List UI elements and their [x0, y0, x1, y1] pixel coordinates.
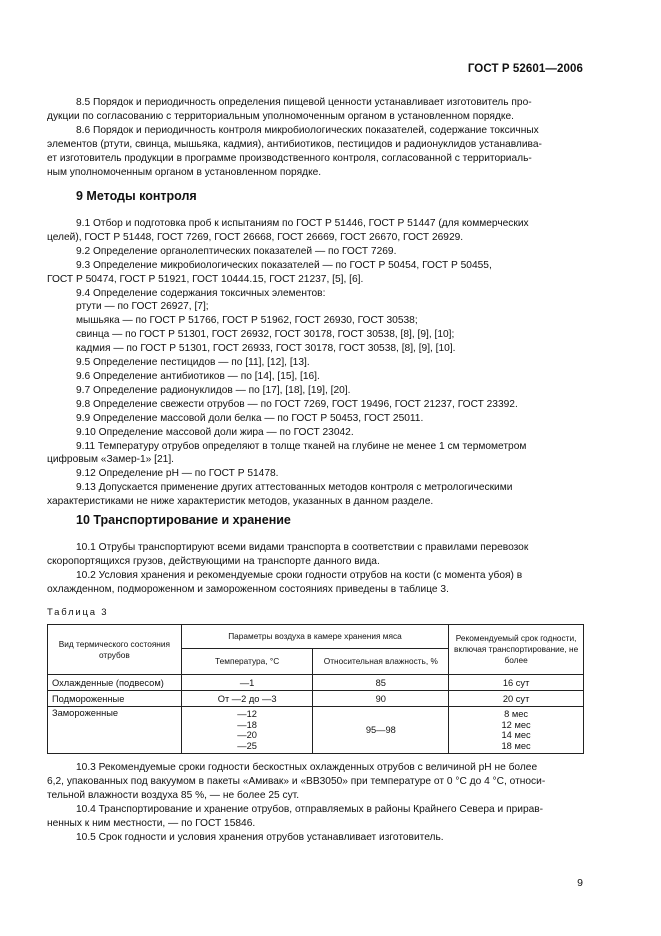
item-9-13-cont: характеристиками не ниже характеристик методов, указанных в данном разделе.: [47, 496, 434, 508]
paragraph-8-5-line2: дукции по согласованию с территориальным уполномоченным органом в установленном порядке.: [47, 110, 514, 122]
cell-humidity: 85: [313, 675, 449, 691]
item-9-1-cont: целей), ГОСТ Р 51448, ГОСТ 7269, ГОСТ 26668, ГОСТ 26669, ГОСТ 26670, ГОСТ 26929.: [47, 231, 464, 243]
paragraph-10-2-line1: 10.2 Условия хранения и рекомендуемые сроки годности отрубов на кости (с момента убоя) в: [76, 569, 523, 581]
item-9-4-mercury: ртути — по ГОСТ 26927, [7];: [76, 301, 209, 313]
section-10-title: 10 Транспортирование и хранение: [76, 513, 291, 527]
item-9-5: 9.5 Определение пестицидов — по [11], [12], [13].: [76, 357, 310, 369]
header-humidity: Относительная влажность, %: [313, 649, 449, 675]
page-number: 9: [577, 877, 583, 889]
document-id: ГОСТ Р 52601—2006: [467, 63, 583, 75]
section-9-title: 9 Методы контроля: [76, 189, 197, 203]
item-9-4-arsenic: мышьяка — по ГОСТ Р 51766, ГОСТ Р 51962, ГОСТ 26930, ГОСТ 30538;: [76, 315, 418, 327]
paragraph-10-5: 10.5 Срок годности и условия хранения отрубов устанавливает изготовитель.: [76, 831, 444, 843]
cell-state: Охлажденные (подвесом): [48, 675, 182, 691]
paragraph-10-4-line1: 10.4 Транспортирование и хранение отрубов, отправляемых в районы Крайнего Севера и прирав-: [76, 803, 544, 815]
cell-state: Подмороженные: [48, 691, 182, 707]
item-9-12: 9.12 Определение pH — по ГОСТ Р 51478.: [76, 468, 279, 480]
cell-shelf-life-list: [449, 707, 584, 754]
item-9-11-cont: цифровым «Замер-1» [21].: [47, 454, 175, 466]
item-9-6: 9.6 Определение антибиотиков — по [14], [15], [16].: [76, 370, 320, 382]
item-9-8: 9.8 Определение свежести отрубов — по ГОСТ 7269, ГОСТ 19496, ГОСТ 21237, ГОСТ 23392.: [76, 398, 518, 410]
shelf-life-value: 8 мес: [504, 709, 529, 719]
intro-block: [47, 96, 584, 179]
item-9-3-cont: ГОСТ Р 50474, ГОСТ Р 51921, ГОСТ 10444.15, ГОСТ 21237, [5], [6].: [47, 273, 364, 285]
cell-humidity: 90: [313, 691, 449, 707]
item-9-9: 9.9 Определение массовой доли белка — по ГОСТ Р 50453, ГОСТ 25011.: [76, 412, 424, 424]
section-9-body: [47, 217, 584, 509]
item-9-1: 9.1 Отбор и подготовка проб к испытаниям по ГОСТ Р 51446, ГОСТ Р 51447 (для коммерческих: [76, 218, 529, 229]
header-shelf-life: Рекомендуемый срок годности, включая транспортирование, не более: [449, 625, 584, 675]
paragraph-8-5-line1: 8.5 Порядок и периодичность определения пищевой ценности устанавливает изготовитель про-: [76, 97, 532, 108]
table-3-caption: Таблица 3: [47, 607, 109, 618]
table-row: [48, 675, 584, 691]
header-state: Вид термического состояния отрубов: [48, 625, 182, 675]
cell-shelf-life: 20 сут: [449, 691, 584, 707]
paragraph-8-6-line1: 8.6 Порядок и периодичность контроля микробиологических показателей, содержание токсичных: [76, 124, 539, 136]
paragraph-8-6-line3: ет изготовитель продукции в программе производственного контроля, согласованной с территориаль-: [47, 152, 532, 164]
paragraph-10-3-line2: 6,2, упакованных под вакуумом в пакеты «Амивак» и «ВВ3050» при температуре от 0 °C до 4 °C, относи-: [47, 775, 546, 787]
cell-shelf-life: 16 сут: [449, 675, 584, 691]
temperature-value: —18: [237, 719, 257, 730]
temperature-value: —12: [237, 709, 257, 719]
section-10-body-cont: [47, 761, 584, 844]
header-temperature: Температура, °С: [181, 649, 313, 675]
paragraph-8-6-line2: элементов (ртути, свинца, мышьяка, кадмия), антибиотиков, пестицидов и радионуклидов устанавлива-: [47, 138, 542, 150]
paragraph-10-1-line1: 10.1 Отрубы транспортируют всеми видами транспорта в соответствии с правилами перевозок: [76, 542, 529, 553]
temperature-value: —20: [237, 730, 257, 741]
cell-temperature-list: [181, 707, 313, 754]
item-9-10: 9.10 Определение массовой доли жира — по ГОСТ 23042.: [76, 426, 354, 438]
paragraph-10-2-line2: охлажденном, подмороженном и замороженном состояниях приведены в таблице 3.: [47, 583, 449, 595]
cell-state: Замороженные: [48, 707, 182, 754]
shelf-life-value: 14 мес: [501, 730, 531, 741]
section-10-body: [47, 541, 584, 597]
item-9-4-cadmium: кадмия — по ГОСТ Р 51301, ГОСТ 26933, ГОСТ 30178, ГОСТ 30538, [8], [9], [10].: [76, 343, 456, 355]
table-3: [47, 624, 584, 754]
header-air-params: Параметры воздуха в камере хранения мяса: [181, 625, 448, 649]
paragraph-10-3-line1: 10.3 Рекомендуемые сроки годности бескостных охлажденных отрубов с величиной pH не более: [76, 762, 538, 773]
item-9-4: 9.4 Определение содержания токсичных элементов:: [76, 287, 326, 299]
item-9-2: 9.2 Определение органолептических показателей — по ГОСТ 7269.: [76, 245, 397, 257]
cell-humidity: 95—98: [313, 707, 449, 754]
paragraph-10-4-line2: ненных к ним местности, — по ГОСТ 15846.: [47, 817, 256, 829]
shelf-life-value: 12 мес: [501, 719, 531, 730]
item-9-11: 9.11 Температуру отрубов определяют в толще тканей на глубине не менее 1 см термометром: [76, 440, 527, 452]
item-9-3: 9.3 Определение микробиологических показателей — по ГОСТ Р 50454, ГОСТ Р 50455,: [76, 259, 492, 271]
temperature-value: —25: [237, 740, 257, 751]
table-row: [48, 691, 584, 707]
cell-temperature: —1: [181, 675, 313, 691]
item-9-13: 9.13 Допускается применение других аттестованных методов контроля с метрологическими: [76, 482, 513, 494]
shelf-life-value: 18 мес: [501, 740, 531, 751]
item-9-4-lead: свинца — по ГОСТ Р 51301, ГОСТ 26932, ГОСТ 30178, ГОСТ 30538, [8], [9], [10];: [76, 329, 455, 341]
table-row: [48, 707, 584, 754]
paragraph-10-3-line3: тельной влажности воздуха 85 %, — не более 25 сут.: [47, 789, 300, 801]
paragraph-8-6-line4: ным уполномоченным органом в установленном порядке.: [47, 166, 322, 178]
cell-temperature: От —2 до —3: [181, 691, 313, 707]
item-9-7: 9.7 Определение радионуклидов — по [17], [18], [19], [20].: [76, 384, 351, 396]
paragraph-10-1-line2: скоропортящихся грузов, действующими на транспорте данного вида.: [47, 555, 380, 567]
